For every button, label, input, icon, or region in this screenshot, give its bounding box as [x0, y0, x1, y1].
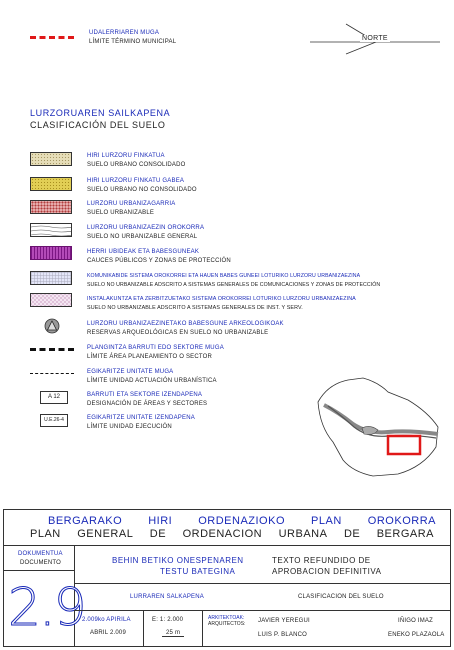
legend-label-es: RESERVAS ARQUEOLÓGICAS EN SUELO NO URBANIZABLE — [87, 330, 269, 336]
legend-item — [87, 224, 204, 242]
legend-item — [87, 272, 380, 290]
legend-label-eu: HIRI LURZORU FINKATUA — [87, 153, 165, 159]
legend-label-eu: HIRI LURZORU FINKATU GABEA — [87, 178, 185, 184]
legend-label-es: SUELO NO URBANIZABLE ADSCRITO A SISTEMAS GENERALES DE COMUNICACIONES Y ZONAS DE PROTECCIÓN — [87, 282, 381, 288]
execution-unit-line-sample — [30, 373, 74, 374]
architects-label-eu: ARKITEKTOAK: — [208, 615, 245, 621]
doc-desc-eu-2: TESTU BATEGINA — [160, 567, 236, 576]
archaeology-triangle-icon — [44, 318, 60, 334]
scale-bar: 25 m — [162, 630, 184, 637]
date-eu: 2.009ko APIRILA — [82, 617, 131, 623]
plan-title-word: OROKORRA — [367, 515, 436, 527]
plan-title-word: DE — [149, 528, 167, 540]
sheet-title-eu: LURRAREN SALKAPENA — [130, 594, 204, 600]
legend-label-es: SUELO URBANO CONSOLIDADO — [87, 162, 186, 168]
legend-label-eu: EGIKARITZE UNITATE MUGA — [87, 369, 174, 375]
legend-item — [87, 177, 197, 195]
swatch-no-urbanizable-general — [30, 223, 72, 237]
legend-label-eu: EGIKARITZE UNITATE IZENDAPENA — [87, 415, 195, 421]
plan-title-word: PLAN — [30, 528, 61, 540]
legend-label-es: DESIGNACIÓN DE ÁREAS Y SECTORES — [87, 401, 208, 407]
legend-label-eu: HERRI UBIDEAK ETA BABESGUNEAK — [87, 249, 200, 255]
boundary-label-eu: UDALERRIAREN MUGA — [89, 30, 160, 36]
legend-label-eu: LURZORU URBANIZAEZIN OROKORRA — [87, 225, 205, 231]
legend-label-eu: PLANGINTZA BARRUTI EDO SEKTORE MUGA — [87, 345, 224, 351]
unit-tag-sample: U.E.26-4 — [40, 414, 68, 427]
legend-item — [87, 152, 186, 170]
doc-desc-es-2: APROBACION DEFINITIVA — [272, 567, 382, 576]
doc-desc-es-1: TEXTO REFUNDIDO DE — [272, 556, 371, 565]
sheet-number: 2.9 — [8, 578, 85, 638]
legend-label-es: LÍMITE ÁREA PLANEAMIENTO O SECTOR — [87, 354, 213, 360]
legend-item — [87, 295, 356, 313]
boundary-label-es: LÍMITE TÉRMINO MUNICIPAL — [89, 39, 177, 45]
plan-title-word: DE — [343, 528, 361, 540]
doc-desc-eu-1: BEHIN BETIKO ONESPENAREN — [112, 556, 244, 565]
swatch-sistemas-instalaciones — [30, 293, 72, 307]
planning-area-line-sample — [30, 348, 74, 351]
architects-label-es: ARQUITECTOS: — [208, 621, 246, 627]
legend-item — [87, 414, 195, 432]
swatch-suelo-urbano-no-consolidado — [30, 177, 72, 191]
plan-title-word: GENERAL — [77, 528, 134, 540]
architect-name: LUIS P. BLANCO — [258, 632, 308, 638]
legend-label-es: LÍMITE UNIDAD ACTUACIÓN URBANÍSTICA — [87, 378, 217, 384]
legend-item — [87, 368, 217, 386]
architect-name: ENEKO PLAZAOLA — [388, 632, 445, 638]
legend-label-es: SUELO NO URBANIZABLE ADSCRITO A SISTEMAS GENERALES DE INST. Y SERV. — [87, 305, 303, 311]
legend-label-eu: LURZORU URBANIZAEZINETAKO BABESGUNE ARKEOLOGIKOAK — [87, 321, 284, 327]
legend-label-es: CAUCES PÚBLICOS Y ZONAS DE PROTECCIÓN — [87, 258, 231, 264]
plan-title-word: URBANA — [278, 528, 328, 540]
section-title-es: CLASIFICACIÓN DEL SUELO — [30, 120, 166, 130]
key-map — [308, 372, 448, 482]
legend-label-eu: LURZORU URBANIZAGARRIA — [87, 201, 176, 207]
architect-name: JAVIER YEREGUI — [258, 618, 310, 624]
legend-label-es: SUELO URBANIZABLE — [87, 210, 155, 216]
plan-title-word: ORDENACION — [182, 528, 263, 540]
area-tag-sample: A 12 — [40, 391, 68, 404]
legend-item — [87, 344, 224, 362]
swatch-sistemas-comunicaciones — [30, 271, 72, 285]
legend-label-es: LÍMITE UNIDAD EJECUCIÓN — [87, 424, 172, 430]
legend-item — [87, 248, 231, 266]
legend-label-eu: KOMUNIKABIDE SISTEMA OROKORREI ETA HAUEN BABES GUNEEI LOTURIKO LURZORU URBANIZAEZINA — [87, 273, 361, 279]
legend-label-eu: BARRUTI ETA SEKTORE IZENDAPENA — [87, 392, 203, 398]
plan-title-word: HIRI — [148, 515, 173, 527]
legend-item — [87, 200, 175, 218]
plan-title-word: BERGARAKO — [48, 515, 123, 527]
plan-title-word: BERGARA — [376, 528, 434, 540]
architect-name: IÑIGO IMAZ — [398, 618, 433, 624]
legend-label-eu: INSTALAKUNTZA ETA ZERBITZUETAKO SISTEMA OROKORREI LOTURIKO LURZORU URBANIZAEZINA — [87, 296, 356, 302]
plan-title-word: PLAN — [311, 515, 342, 527]
swatch-suelo-urbanizable — [30, 200, 72, 214]
plan-title-word: ORDENAZIOKO — [198, 515, 286, 527]
plan-title-es — [30, 528, 434, 540]
north-label: NORTE — [362, 35, 388, 42]
doc-label-eu: DOKUMENTUA — [18, 551, 63, 557]
legend-label-es: SUELO URBANO NO CONSOLIDADO — [87, 187, 197, 193]
plan-title-eu — [48, 515, 436, 527]
date-es: ABRIL 2.009 — [90, 630, 126, 636]
legend-label-es: SUELO NO URBANIZABLE GENERAL — [87, 234, 198, 240]
section-title-eu: LURZORUAREN SAILKAPENA — [30, 108, 171, 118]
swatch-suelo-urbano-consolidado — [30, 152, 72, 166]
scale-label: E: 1: 2.000 — [152, 617, 184, 623]
swatch-cauces-publicos — [30, 246, 72, 260]
legend-item — [87, 320, 284, 338]
sheet-title-es: CLASIFICACION DEL SUELO — [298, 594, 384, 600]
doc-label-es: DOCUMENTO — [20, 560, 62, 566]
legend-item — [87, 391, 207, 409]
boundary-line-sample — [30, 36, 74, 39]
